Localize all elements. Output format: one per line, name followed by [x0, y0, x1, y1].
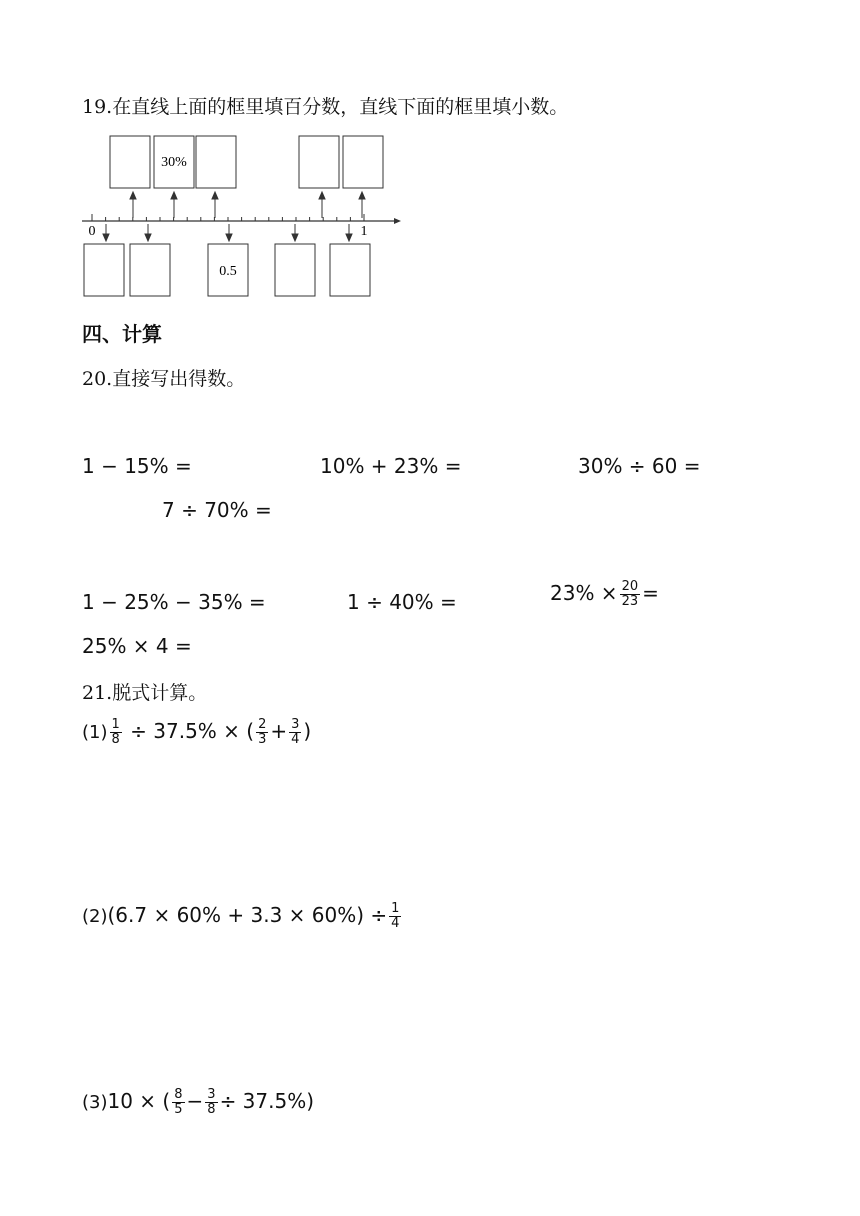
- fraction: [110, 718, 122, 747]
- close-paren: ): [303, 719, 312, 743]
- bottom-answer-box-2[interactable]: [130, 244, 170, 296]
- fraction-numerator: 3: [207, 1087, 216, 1102]
- fraction-numerator: 1: [111, 717, 120, 732]
- fraction-denominator: 23: [621, 594, 639, 609]
- plus-sign: +: [270, 719, 288, 743]
- axis-label-end: 1: [360, 224, 368, 239]
- section-title: 四、计算: [82, 322, 162, 346]
- top-answer-box-2[interactable]: [196, 136, 236, 188]
- q20-item-7-equals: =: [642, 581, 659, 605]
- q20-item-7-prefix: 23% ×: [550, 581, 618, 605]
- bottom-answer-box-1[interactable]: [84, 244, 124, 296]
- minus-sign: −: [186, 1089, 204, 1113]
- fraction-numerator: 3: [291, 717, 300, 732]
- fraction-20-23: [620, 580, 641, 609]
- fraction-numerator: 8: [174, 1087, 183, 1102]
- axis-label-start: 0: [88, 224, 96, 239]
- fraction: [172, 1088, 184, 1117]
- q20-item-5: 1 − 25% − 35% =: [82, 590, 266, 614]
- q20-item-3: 30% ÷ 60 =: [578, 454, 701, 478]
- q21-part-2: [82, 902, 403, 931]
- q20-item-7: [550, 580, 659, 609]
- fraction-denominator: 8: [111, 732, 120, 747]
- bottom-given-label: 0.5: [219, 264, 237, 279]
- expression-segment: ÷ 37.5%): [219, 1089, 315, 1113]
- fraction-numerator: 20: [621, 579, 639, 594]
- fraction-denominator: 4: [391, 916, 400, 931]
- top-answer-box-3[interactable]: [299, 136, 339, 188]
- fraction-denominator: 8: [207, 1102, 216, 1117]
- fraction-denominator: 3: [258, 732, 267, 747]
- q20-item-8: 25% × 4 =: [82, 634, 192, 658]
- axis-arrow-icon: [394, 218, 401, 224]
- top-answer-box-1[interactable]: [110, 136, 150, 188]
- fraction-numerator: 2: [258, 717, 267, 732]
- q21-part-3: [82, 1088, 314, 1117]
- q20-item-4: 7 ÷ 70% =: [162, 498, 272, 522]
- fraction: [289, 718, 301, 747]
- fraction-denominator: 4: [291, 732, 300, 747]
- top-given-label: 30%: [161, 155, 187, 170]
- bottom-answer-box-3[interactable]: [275, 244, 315, 296]
- up-arrows: [130, 192, 365, 218]
- fraction-denominator: 5: [174, 1102, 183, 1117]
- part-label: (1): [82, 722, 108, 743]
- number-line-figure: [76, 130, 406, 305]
- expression-segment: 10 × (: [107, 1089, 171, 1113]
- expression-segment: ÷ 37.5% × (: [130, 719, 255, 743]
- question-19-text: 19.在直线上面的框里填百分数，直线下面的框里填小数。: [82, 96, 569, 118]
- q20-item-2: 10% + 23% =: [320, 454, 462, 478]
- expression-segment: (6.7 × 60% + 3.3 × 60%) ÷: [107, 903, 388, 927]
- question-21-text: 21.脱式计算。: [82, 682, 208, 704]
- fraction-numerator: 1: [391, 901, 400, 916]
- fraction: [205, 1088, 217, 1117]
- q20-item-6: 1 ÷ 40% =: [347, 590, 457, 614]
- q20-item-1: 1 − 15% =: [82, 454, 192, 478]
- down-arrows: [103, 224, 352, 241]
- q21-part-1: [82, 718, 311, 747]
- top-answer-box-4[interactable]: [343, 136, 383, 188]
- part-label: (3): [82, 1092, 108, 1113]
- bottom-answer-box-4[interactable]: [330, 244, 370, 296]
- question-20-text: 20.直接写出得数。: [82, 368, 246, 390]
- fraction: [256, 718, 268, 747]
- fraction: [389, 902, 401, 931]
- part-label: (2): [82, 906, 108, 927]
